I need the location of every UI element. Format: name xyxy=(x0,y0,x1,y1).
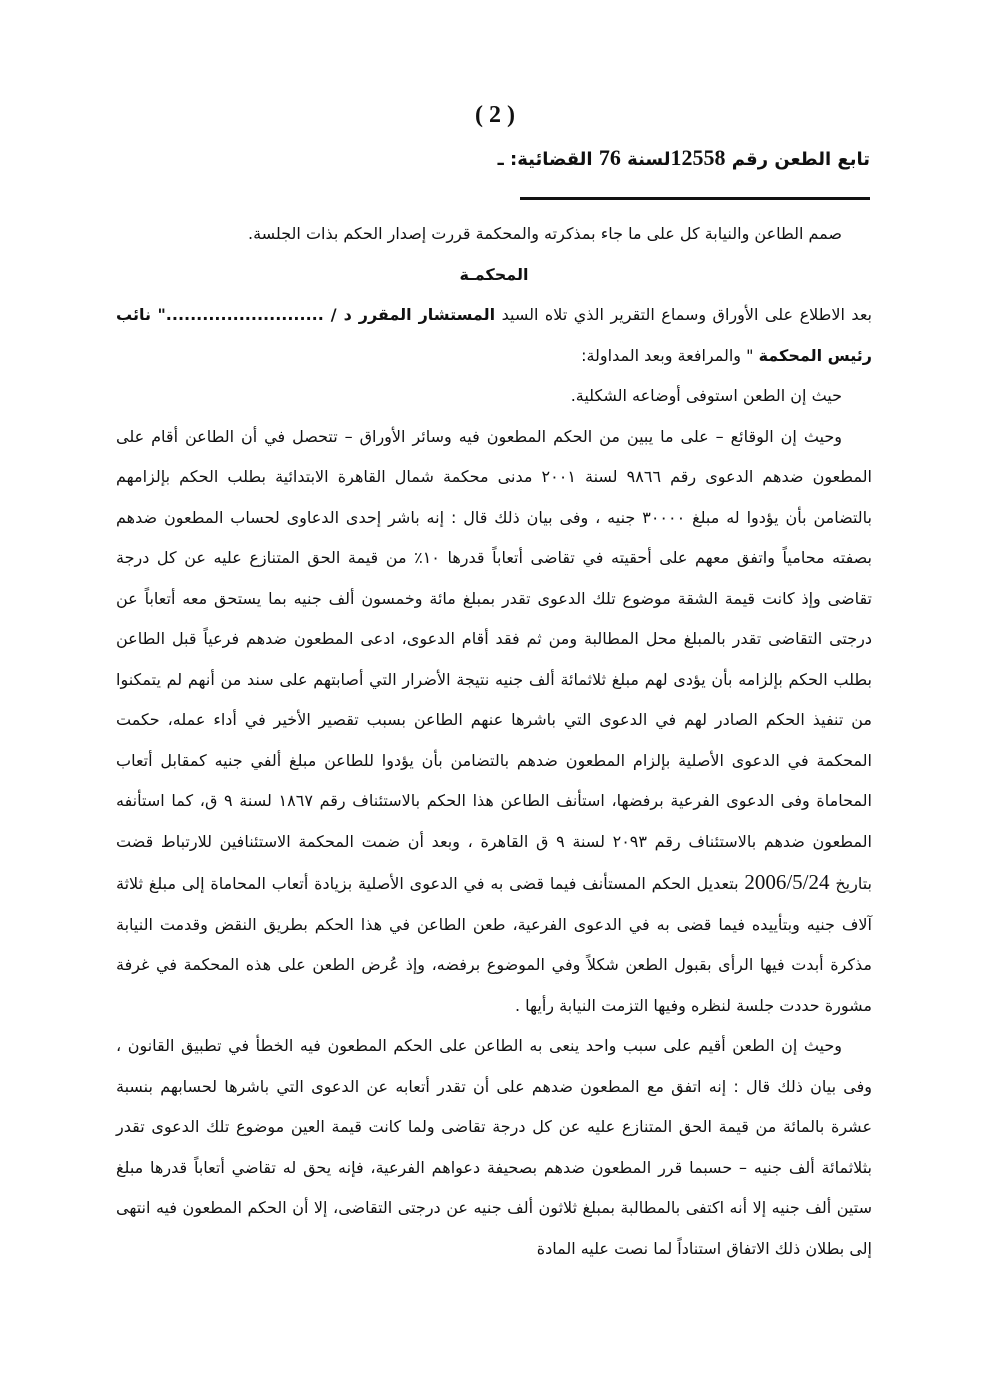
review-paragraph xyxy=(116,295,872,376)
review-text-2: " والمرافعة وبعد المداولة: xyxy=(581,345,754,365)
facts-text-1: وحيث إن الوقائع – على ما يبين من الحكم المطعون فيه وسائر الأوراق – تتحصل في أن الطاعن أقام على المطعون ضدهم الدعوى رقم ٩٨٦٦ لسنة ٢٠٠١ مدنى محكمة شمال القاهرة الابتدائية بطلب الحكم بإلزامهم بالتضامن بأن يؤدوا له مبلغ ٣٠٠٠٠ جنيه ، وفى بيان ذلك قال : إنه باشر إحدى الدعاوى لحساب المطعون ضدهم بصفته محامياً واتفق معهم على أحقيته في تقاضى أتعاباً قدرها ١٠٪ من قيمة الحق المتنازع عليه عن كل درجة تقاضى وإذ كانت قيمة الشقة موضوع تلك الدعوى تقدر بمبلغ مائة وخمسون ألف جنيه بما يستحق معه أتعاباً عن درجتى التقاضى تقدر بالمبلغ محل المطالبة ومن ثم فقد أقام الدعوى، ادعى المطعون ضدهم فرعياً قبل الطاعن بطلب الحكم بإلزامه بأن يؤدى لهم مبلغ ثلاثمائة ألف جنيه نتيجة الأضرار التي أصابتهم على سند من أنهم لم يتمكنوا من تنفيذ الحكم الصادر لهم في الدعوى التي باشرها عنهم الطاعن بسبب تقصير الأخير في أداء عمله، حكمت المحكمة في الدعوى الأصلية بإلزام المطعون ضدهم بالتضامن بأن يؤدوا للطاعن مبلغ ألفي جنيه كمقابل أتعاب المحاماة وفى الدعوى الفرعية برفضها، استأنف الطاعن هذا الحكم بالاستئناف رقم ١٨٦٧ لسنة ٩ ق، كما استأنفه المطعون ضدهم بالاستئناف رقم ٢٠٩٣ لسنة ٩ ق القاهرة ، وبعد أن ضمت المحكمة الاستئنافين للارتباط قضت بتاريخ xyxy=(116,426,873,893)
case-header xyxy=(498,145,870,171)
formal-paragraph: حيث إن الطعن استوفى أوضاعه الشكلية. xyxy=(570,386,842,405)
facts-paragraph xyxy=(116,417,872,1027)
intro-paragraph: صمم الطاعن والنيابة كل على ما جاء بمذكرته والمحكمة قررت إصدار الحكم بذات الجلسة. xyxy=(247,224,842,243)
judgment-body xyxy=(116,214,872,1269)
appeal-number: 12558 xyxy=(670,145,726,170)
court-section-title: المحكمـة xyxy=(459,264,529,284)
judicial-year: 76 xyxy=(598,145,621,170)
ground-paragraph: وحيث إن الطعن أقيم على سبب واحد ينعى به الطاعن على الحكم المطعون فيه الخطأ في تطبيق القانون ، وفى بيان ذلك قال : إنه اتفق مع المطعون ضدهم على أن تقدر أتعابه عن الدعوى التي باشرها لحسابهم بنسبة عشرة بالمائة من قيمة الحق المتنازع عليه عن كل درجة تقاضى ولما كانت قيمة العين موضوع تلك الدعوى تقدر بثلاثمائة ألف جنيه – حسبما قرر المطعون ضدهم بصحيفة دعواهم الفرعية، فإنه يحق له تقاضي أتعاباً قدرها مبلغ ستين ألف جنيه إلا أنه اكتفى بالمطالبة بمبلغ ثلاثون ألف جنيه عن درجتى التقاضى، إلا أن الحكم المطعون فيه انتهى إلى بطلان ذلك الاتفاق استناداً لما نصت عليه المادة xyxy=(116,1036,872,1258)
review-text-1: بعد الاطلاع على الأوراق وسماع التقرير الذي تلاه السيد xyxy=(501,305,873,324)
judgment-date: 2006/5/24 xyxy=(744,870,830,894)
header-divider xyxy=(520,197,870,200)
vice-president-title: نائب رئيس المحكمة xyxy=(116,305,872,365)
rapporteur-title: المستشار المقرر د / .........................." xyxy=(157,305,496,324)
case-header-suffix: القضائية: ـ xyxy=(497,149,593,170)
page-number: ( 2 ) xyxy=(475,102,515,128)
facts-text-2: بتعديل الحكم المستأنف فيما قضى به في الدعوى الأصلية بزيادة أتعاب المحاماة إلى مبلغ ثلاثة آلاف جنيه وبتأييده فيما قضى به في الدعوى الفرعية، طعن الطاعن في هذا الحكم بطريق النقض وقدمت النيابة مذكرة أبدت فيها الرأى بقبول الطعن شكلاً وفي الموضوع برفضه، وإذ عُرض الطعن على هذه المحكمة في غرفة مشورة حددت جلسة لنظره وفيها التزمت النيابة رأيها . xyxy=(116,874,872,1015)
year-label: لسنة xyxy=(627,149,671,170)
case-header-prefix: تابع الطعن رقم xyxy=(731,149,870,170)
